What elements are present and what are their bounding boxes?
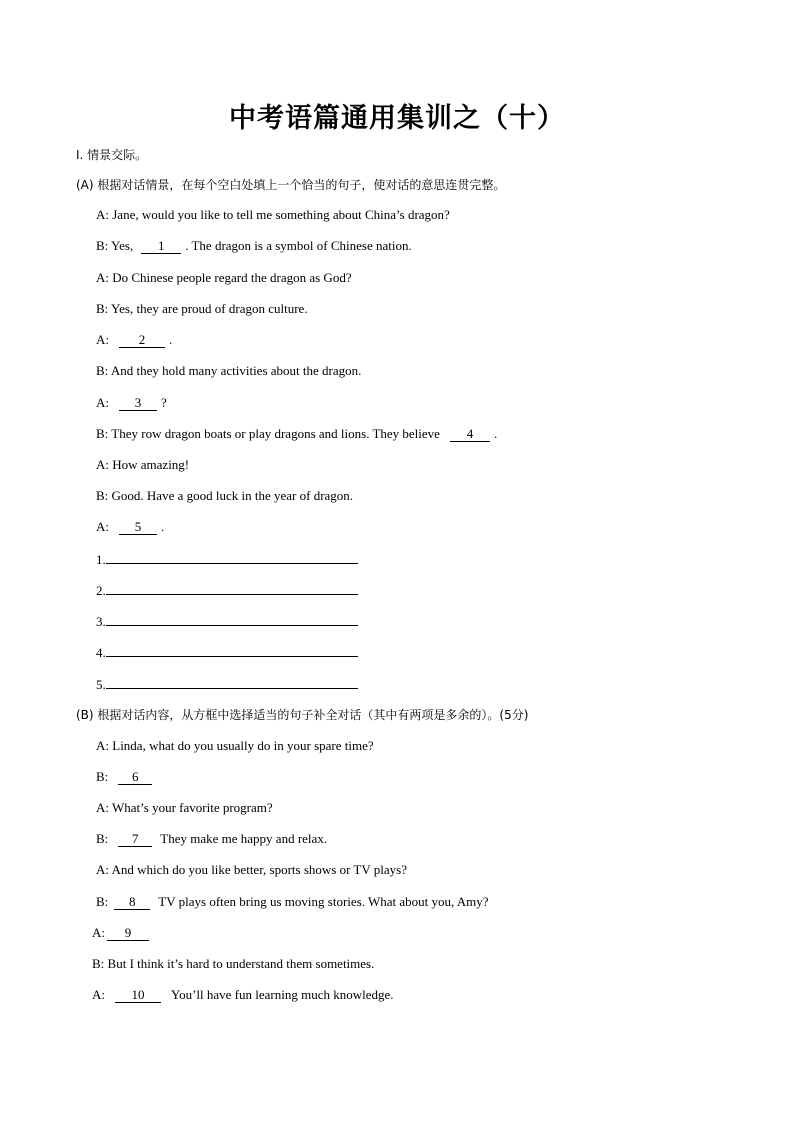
dialogue-line: B: Yes, they are proud of dragon culture. bbox=[96, 301, 308, 316]
dialogue-line: A: Linda, what do you usually do in your spare time? bbox=[96, 738, 374, 753]
dialogue-line: B: 8 TV plays often bring us moving stories. What about you, Amy? bbox=[96, 894, 489, 909]
dialogue-line: A: What’s your favorite program? bbox=[96, 800, 273, 815]
dialogue-line: B: But I think it’s hard to understand them sometimes. bbox=[92, 956, 375, 971]
dialogue-line: A: 5 . bbox=[96, 519, 165, 534]
answer-line[interactable]: 1. bbox=[96, 551, 358, 568]
dialogue-line: A: 10 You’ll have fun learning much knowledge. bbox=[92, 987, 394, 1002]
fill-blank[interactable]: 4 bbox=[450, 427, 490, 442]
fill-blank[interactable]: 5 bbox=[119, 520, 157, 535]
part-b-instruction: (B) 根据对话内容，从方框中选择适当的句子补全对话（其中有两项是多余的）。(5分) bbox=[76, 708, 529, 722]
dialogue-line: B: Yes, 1 . The dragon is a symbol of Chinese nation. bbox=[96, 238, 412, 253]
answer-line[interactable]: 2. bbox=[96, 582, 358, 599]
dialogue-line: B: They row dragon boats or play dragons and lions. They believe 4 . bbox=[96, 426, 498, 441]
answer-line[interactable]: 3. bbox=[96, 613, 358, 630]
dialogue-line: B: Good. Have a good luck in the year of dragon. bbox=[96, 488, 354, 503]
part-a-instruction: (A) 根据对话情景，在每个空白处填上一个恰当的句子，使对话的意思连贯完整。 bbox=[76, 178, 506, 192]
fill-blank[interactable]: 8 bbox=[114, 895, 150, 910]
fill-blank[interactable]: 9 bbox=[107, 926, 149, 941]
answer-line[interactable]: 5. bbox=[96, 676, 358, 693]
dialogue-line: A: And which do you like better, sports shows or TV plays? bbox=[96, 862, 407, 877]
fill-blank[interactable]: 3 bbox=[119, 396, 157, 411]
section-heading: Ⅰ. 情景交际。 bbox=[76, 148, 148, 162]
dialogue-line: A: Jane, would you like to tell me something about China’s dragon? bbox=[96, 207, 450, 222]
dialogue-line: A: 3 ? bbox=[96, 395, 167, 410]
dialogue-line: B: 7 They make me happy and relax. bbox=[96, 831, 328, 846]
fill-blank[interactable]: 10 bbox=[115, 988, 161, 1003]
dialogue-line: B: And they hold many activities about the dragon. bbox=[96, 363, 362, 378]
fill-blank[interactable]: 7 bbox=[118, 832, 152, 847]
dialogue-line: A: Do Chinese people regard the dragon as God? bbox=[96, 270, 352, 285]
answer-line[interactable]: 4. bbox=[96, 644, 358, 661]
fill-blank[interactable]: 1 bbox=[141, 239, 181, 254]
dialogue-line: A: 2 . bbox=[96, 332, 173, 347]
dialogue-line: B: 6 bbox=[96, 769, 156, 785]
fill-blank[interactable]: 2 bbox=[119, 333, 165, 348]
dialogue-line: A: 9 bbox=[92, 925, 153, 941]
dialogue-line: A: How amazing! bbox=[96, 457, 190, 472]
fill-blank[interactable]: 6 bbox=[118, 770, 152, 785]
page-title: 中考语篇通用集训之（十） bbox=[229, 103, 565, 134]
